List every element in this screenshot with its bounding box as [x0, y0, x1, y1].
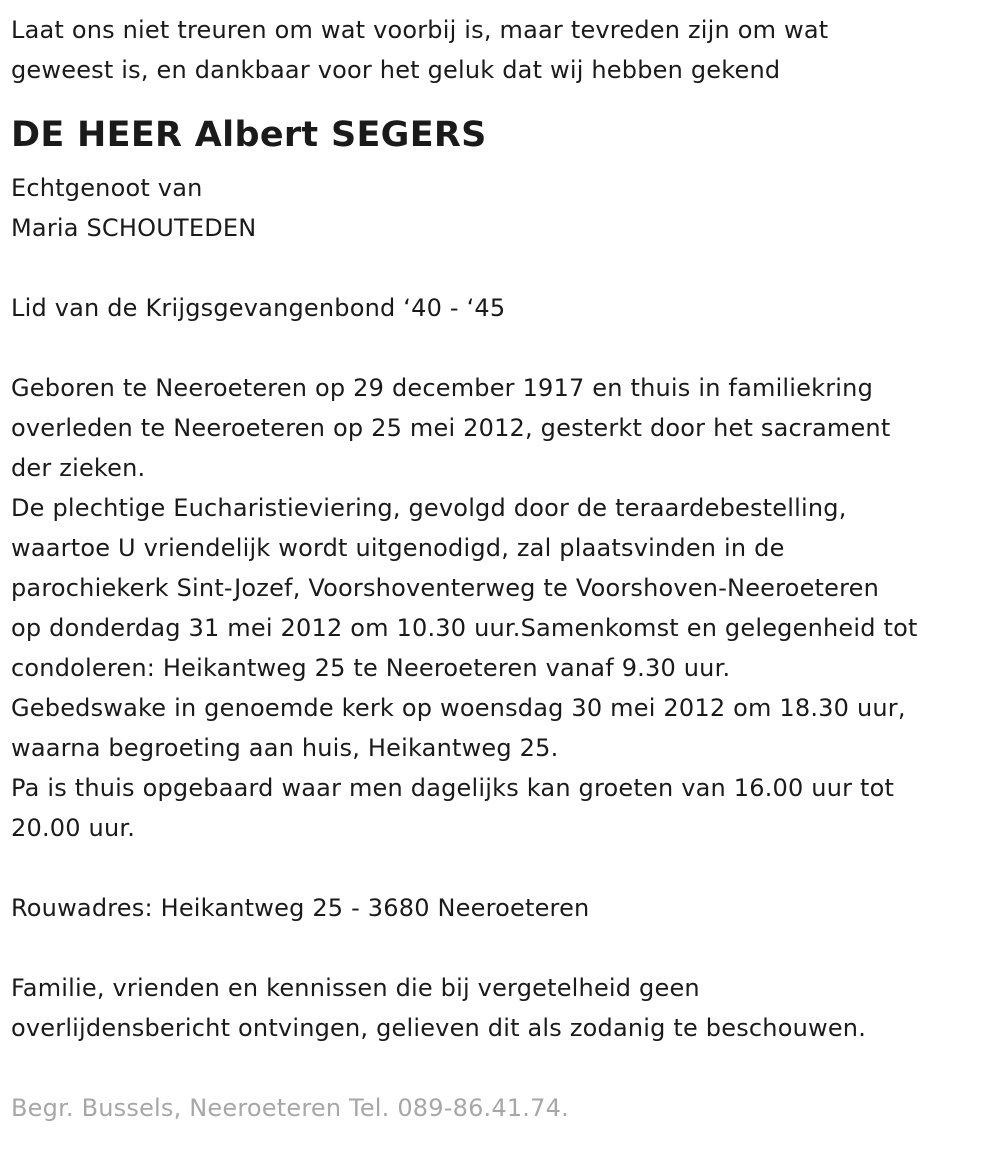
spacer: [11, 248, 990, 288]
notice-block: [11, 968, 990, 1048]
deceased-name: DE HEER Albert SEGERS: [11, 115, 487, 155]
spacer: [11, 928, 990, 968]
relation-label: Echtgenoot van: [11, 174, 203, 202]
spacer: [11, 328, 990, 368]
details-line: op donderdag 31 mei 2012 om 10.30 uur.Samenkomst en gelegenheid tot: [11, 614, 918, 642]
notice-line: Familie, vrienden en kennissen die bij vergetelheid geen: [11, 974, 700, 1002]
spacer: [11, 848, 990, 888]
details-line: condoleren: Heikantweg 25 te Neeroeteren vanaf 9.30 uur.: [11, 654, 731, 682]
details-line: Gebedswake in genoemde kerk op woensdag 30 mei 2012 om 18.30 uur,: [11, 694, 906, 722]
details-line: parochiekerk Sint-Jozef, Voorshoventerweg te Voorshoven-Neeroeteren: [11, 574, 880, 602]
details-line: Geboren te Neeroeteren op 29 december 1917 en thuis in familiekring: [11, 374, 874, 402]
details-line: 20.00 uur.: [11, 814, 136, 842]
membership-text: Lid van de Krijgsgevangenbond ‘40 - ‘45: [11, 294, 506, 322]
details-line: Pa is thuis opgebaard waar men dagelijks kan groeten van 16.00 uur tot: [11, 774, 895, 802]
mourning-address: Rouwadres: Heikantweg 25 - 3680 Neeroeteren: [11, 894, 590, 922]
details-block: [11, 368, 990, 848]
funeral-home-footer: Begr. Bussels, Neeroeteren Tel. 089-86.41.74.: [11, 1094, 569, 1122]
details-line: De plechtige Eucharistieviering, gevolgd door de teraardebestelling,: [11, 494, 847, 522]
relation-block: [11, 168, 990, 248]
spouse-name: Maria SCHOUTEDEN: [11, 214, 257, 242]
spacer: [11, 1048, 990, 1088]
quote-line: geweest is, en dankbaar voor het geluk dat wij hebben gekend: [11, 56, 781, 84]
details-line: der zieken.: [11, 454, 146, 482]
details-line: waarna begroeting aan huis, Heikantweg 25.: [11, 734, 559, 762]
notice-line: overlijdensbericht ontvingen, gelieven dit als zodanig te beschouwen.: [11, 1014, 867, 1042]
details-line: overleden te Neeroeteren op 25 mei 2012, gesterkt door het sacrament: [11, 414, 891, 442]
details-line: waartoe U vriendelijk wordt uitgenodigd, zal plaatsvinden in de: [11, 534, 785, 562]
quote-block: [11, 10, 990, 90]
quote-line: Laat ons niet treuren om wat voorbij is, maar tevreden zijn om wat: [11, 16, 829, 44]
